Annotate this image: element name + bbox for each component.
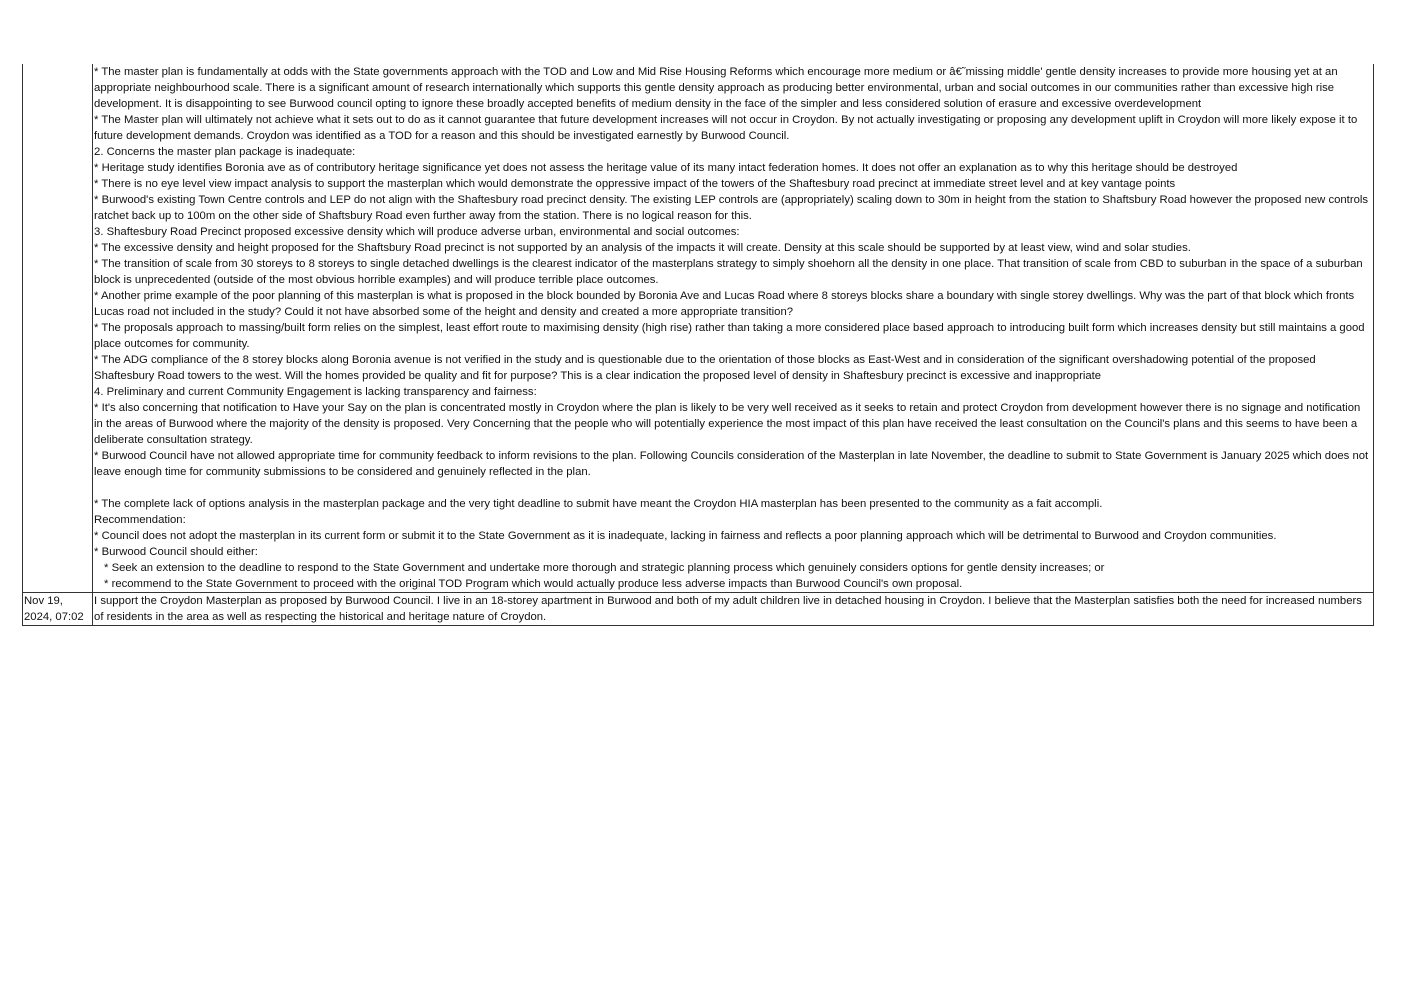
comment-paragraph: * Burwood Council have not allowed appropriate time for community feedback to inform revisions to the plan. Following Councils consideration of the Masterplan in late November, the deadline to submit to State Government is January 2025 which does not leave enough time for community submissions to be considered and genuinely reflected in the plan. [94, 450, 1369, 478]
comment-paragraph [94, 480, 1372, 496]
submission-row [23, 64, 1374, 593]
comment-paragraph: * Seek an extension to the deadline to respond to the State Government and undertake more thorough and strategic planning process which genuinely considers options for gentle density increases; or [104, 562, 1105, 574]
comment-paragraph: 4. Preliminary and current Community Engagement is lacking transparency and fairness: [94, 386, 537, 398]
comment-paragraph: * Heritage study identifies Boronia ave as of contributory heritage significance yet does not assess the heritage value of its many intact federation homes. It does not offer an explanation as to why this heritage should be destroyed [94, 162, 1238, 174]
comment-paragraph: 3. Shaftesbury Road Precinct proposed excessive density which will produce adverse urban, environmental and social outcomes: [94, 226, 740, 238]
comment-paragraph: * recommend to the State Government to proceed with the original TOD Program which would actually produce less adverse impacts than Burwood Council's own proposal. [104, 578, 963, 590]
submissions-table [22, 64, 1374, 626]
comment-paragraph: * Council does not adopt the masterplan in its current form or submit it to the State Government as it is inadequate, lacking in fairness and reflects a poor planning approach which will be detrimental to Burwood and Croydon communities. [94, 530, 1277, 542]
submissions-table-body [23, 64, 1374, 626]
submission-comment-cell [93, 593, 1374, 626]
comment-paragraph: * There is no eye level view impact analysis to support the masterplan which would demonstrate the oppressive impact of the towers of the Shaftesbury road precinct at immediate street level and at key vantage points [94, 178, 1176, 190]
comment-paragraph: * The master plan is fundamentally at odds with the State governments approach with the TOD and Low and Mid Rise Housing Reforms which encourage more medium or â€˜missing middle' gentle density increases to provide more housing yet at an appropriate neighbourhood scale. There is a significant amount of research internationally which supports this gentle density approach as producing better environmental, urban and social outcomes in our communities rather than excessive high rise development. It is disappointing to see Burwood council opting to ignore these broadly accepted benefits of medium density in the face of the simpler and less considered solution of erasure and excessive overdevelopment [94, 66, 1338, 110]
comment-paragraph: * The proposals approach to massing/built form relies on the simplest, least effort route to maximising density (high rise) rather than taking a more considered place based approach to introducing built form which increases density but still maintains a good place outcomes for community. [94, 322, 1365, 350]
comment-paragraph: Recommendation: [94, 514, 186, 526]
comment-paragraph: * Burwood's existing Town Centre controls and LEP do not align with the Shaftesbury road precinct density. The existing LEP controls are (appropriately) scaling down to 30m in height from the station to Shaftsbury Road however the proposed new controls ratchet back up to 100m on the other side of Shaftsbury Road even further away from the station. There is no logical reason for this. [94, 194, 1369, 222]
comment-paragraph: * Burwood Council should either: [94, 546, 258, 558]
comment-paragraph: 2. Concerns the master plan package is inadequate: [94, 146, 356, 158]
comment-paragraph: * The ADG compliance of the 8 storey blocks along Boronia avenue is not verified in the study and is questionable due to the orientation of those blocks as East-West and in consideration of the significant overshadowing potential of the proposed Shaftesbury Road towers to the west. Will the homes provided be quality and fit for purpose? This is a clear indication the proposed level of density in Shaftesbury precinct is excessive and inappropriate [94, 354, 1316, 382]
comment-paragraph: * The complete lack of options analysis in the masterplan package and the very tight deadline to submit have meant the Croydon HIA masterplan has been presented to the community as a fait accompli. [94, 498, 1103, 510]
comment-paragraph: * The Master plan will ultimately not achieve what it sets out to do as it cannot guarantee that future development increases will not occur in Croydon. By not actually investigating or proposing any development uplift in Croydon will more likely expose it to future development demands. Croydon was identified as a TOD for a reason and this should be investigated earnestly by Burwood Council. [94, 114, 1358, 142]
submission-row [23, 593, 1374, 626]
comment-paragraph: * The excessive density and height proposed for the Shaftsbury Road precinct is not supported by an analysis of the impacts it will create. Density at this scale should be supported by at least view, wind and solar studies. [94, 242, 1191, 254]
submission-comment-cell [93, 64, 1374, 593]
comment-paragraph: I support the Croydon Masterplan as proposed by Burwood Council. I live in an 18-storey apartment in Burwood and both of my adult children live in detached housing in Croydon. I believe that the Masterplan satisfies both the need for increased numbers of residents in the area as well as respecting the historical and heritage nature of Croydon. [94, 595, 1362, 623]
submission-date-cell: Nov 19, 2024, 07:02 [23, 593, 93, 626]
comment-paragraph: * Another prime example of the poor planning of this masterplan is what is proposed in the block bounded by Boronia Ave and Lucas Road where 8 storeys blocks share a boundary with single storey dwellings. Why was the part of that block which fronts Lucas road not included in the study? Could it not have absorbed some of the height and density and created a more appropriate transition? [94, 290, 1355, 318]
submission-date-cell [23, 64, 93, 593]
comment-paragraph: * It's also concerning that notification to Have your Say on the plan is concentrated mostly in Croydon where the plan is likely to be very well received as it seeks to retain and protect Croydon from development however there is no signage and notification in the areas of Burwood where the majority of the density is proposed. Very Concerning that the people who will potentially experience the most impact of this plan have received the least consultation on the Council's plans and this seems to have been a deliberate consultation strategy. [94, 402, 1361, 446]
comment-paragraph: * The transition of scale from 30 storeys to 8 storeys to single detached dwellings is the clearest indicator of the masterplans strategy to simply shoehorn all the density in one place. That transition of scale from CBD to suburban in the space of a suburban block is unprecedented (outside of the most obvious horrible examples) and will produce terrible place outcomes. [94, 258, 1363, 286]
